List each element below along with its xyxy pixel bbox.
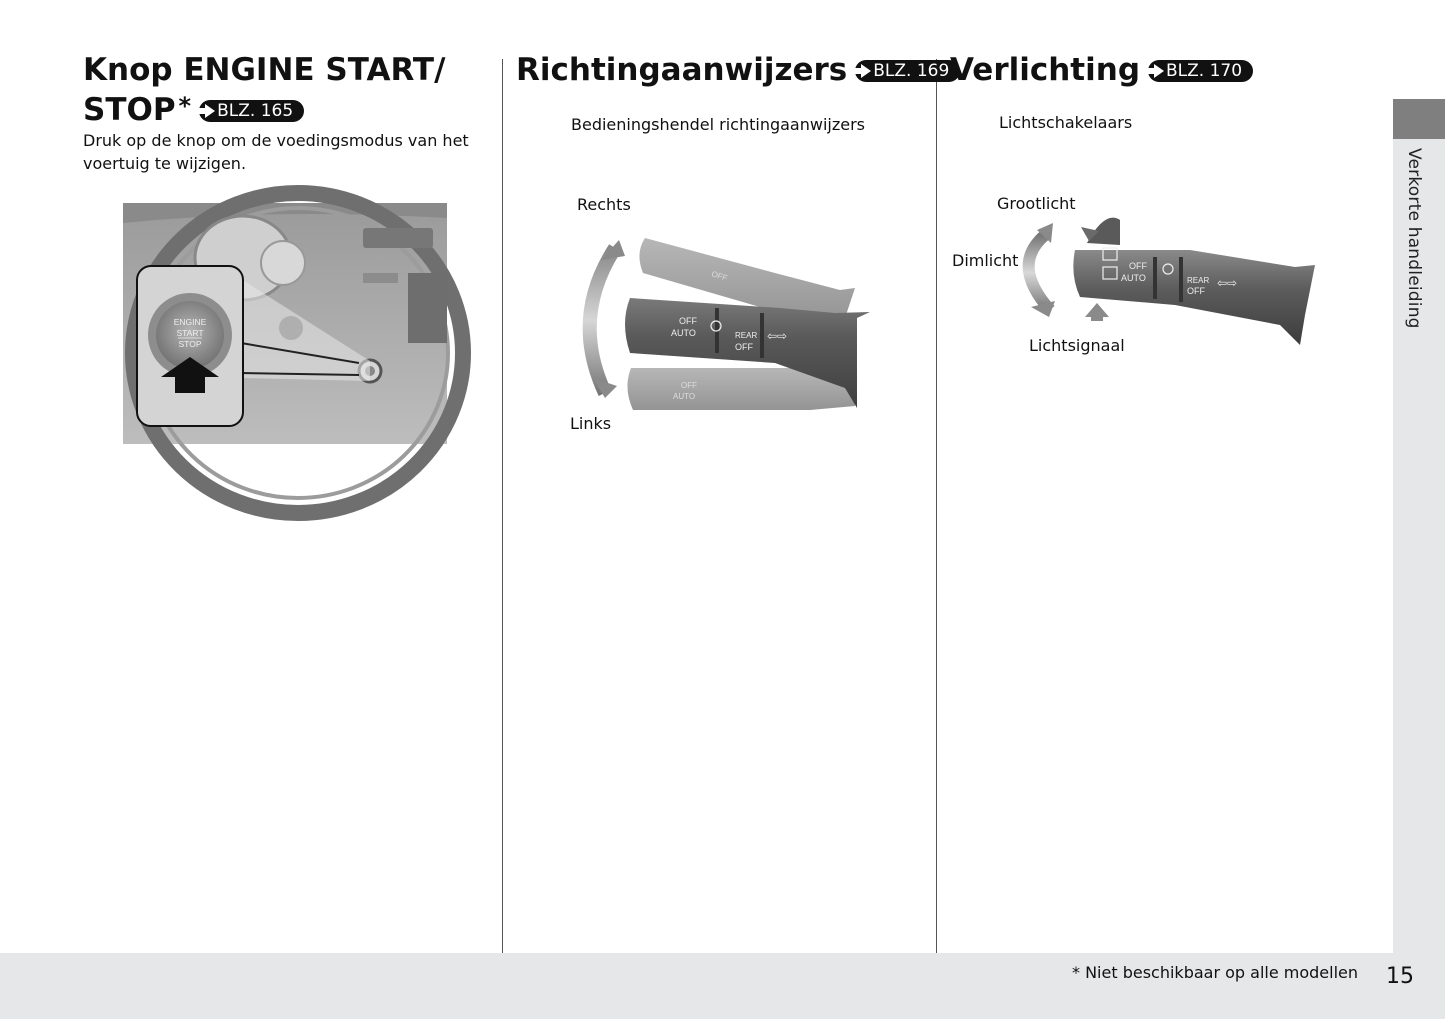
page-ref-169[interactable] [855, 60, 960, 82]
lever-off2-text: OFF [735, 342, 753, 352]
signal-arrows-icon: ⇦⇨ [1217, 276, 1238, 290]
turn-signal-lever-caption: Bedieningshendel richtingaanwijzers [571, 115, 865, 134]
page-ref-170[interactable] [1148, 60, 1253, 82]
engine-start-description: Druk op de knop om de voedingsmodus van het voertuig te wijzigen. [83, 131, 469, 173]
page-ref-170-label: BLZ. 170 [1166, 61, 1243, 81]
sidebar-section-label: Verkorte handleiding [1404, 148, 1424, 329]
flash-arrow-icon [1085, 303, 1109, 321]
switch-auto-text: AUTO [1121, 273, 1146, 283]
label-left: Links [570, 414, 612, 433]
button-stop-text: STOP [178, 339, 202, 349]
arrow-right-icon [205, 104, 215, 118]
label-right: Rechts [577, 195, 631, 214]
button-engine-text: ENGINE [173, 317, 207, 327]
signal-arrows-icon: ⇦⇨ [767, 329, 788, 343]
footnote: * Niet beschikbaar op alle modellen [1072, 963, 1359, 982]
page-number: 15 [1386, 964, 1414, 989]
label-low-beam: Dimlicht [952, 251, 1019, 270]
turn-signals-title [516, 52, 960, 88]
lever-rear-text: REAR [735, 331, 758, 340]
turn-signals-title-text: Richtingaanwijzers [516, 52, 848, 88]
lighting-title [950, 52, 1253, 88]
arrow-right-icon [1154, 64, 1164, 78]
turn-signal-lever-illustration [575, 228, 880, 418]
lever-off-text: OFF [679, 316, 697, 326]
engine-start-title-line2 [83, 88, 304, 128]
engine-start-illustration [123, 203, 447, 444]
engine-start-title-text: STOP [83, 92, 176, 128]
page-ref-169-label: BLZ. 169 [873, 61, 950, 81]
light-switch-illustration [1015, 205, 1325, 350]
arrow-right-icon [861, 64, 871, 78]
arrow-up-icon [601, 240, 625, 260]
upper-lever-off-text: OFF [710, 269, 729, 283]
label-flash: Lichtsignaal [1029, 336, 1125, 355]
page-ref-165[interactable] [199, 100, 304, 122]
button-start-text: START [176, 328, 204, 338]
lower-lever-off-text: OFF [681, 381, 697, 390]
switch-off-text: OFF [1129, 261, 1147, 271]
lighting-title-text: Verlichting [950, 52, 1141, 88]
label-high-beam: Grootlicht [997, 194, 1076, 213]
lever-auto-text: AUTO [671, 328, 696, 338]
switch-rear-text: REAR [1187, 276, 1210, 285]
switch-off2-text: OFF [1187, 286, 1205, 296]
lower-lever-auto-text: AUTO [673, 392, 696, 401]
column-divider-1 [502, 59, 503, 953]
sidebar-tab[interactable] [1393, 99, 1445, 139]
asterisk: * [178, 92, 192, 120]
page-ref-165-label: BLZ. 165 [217, 101, 294, 121]
light-switches-caption: Lichtschakelaars [999, 113, 1133, 132]
column-divider-2 [936, 59, 937, 953]
engine-start-title-line1: Knop ENGINE START/ [83, 52, 446, 88]
